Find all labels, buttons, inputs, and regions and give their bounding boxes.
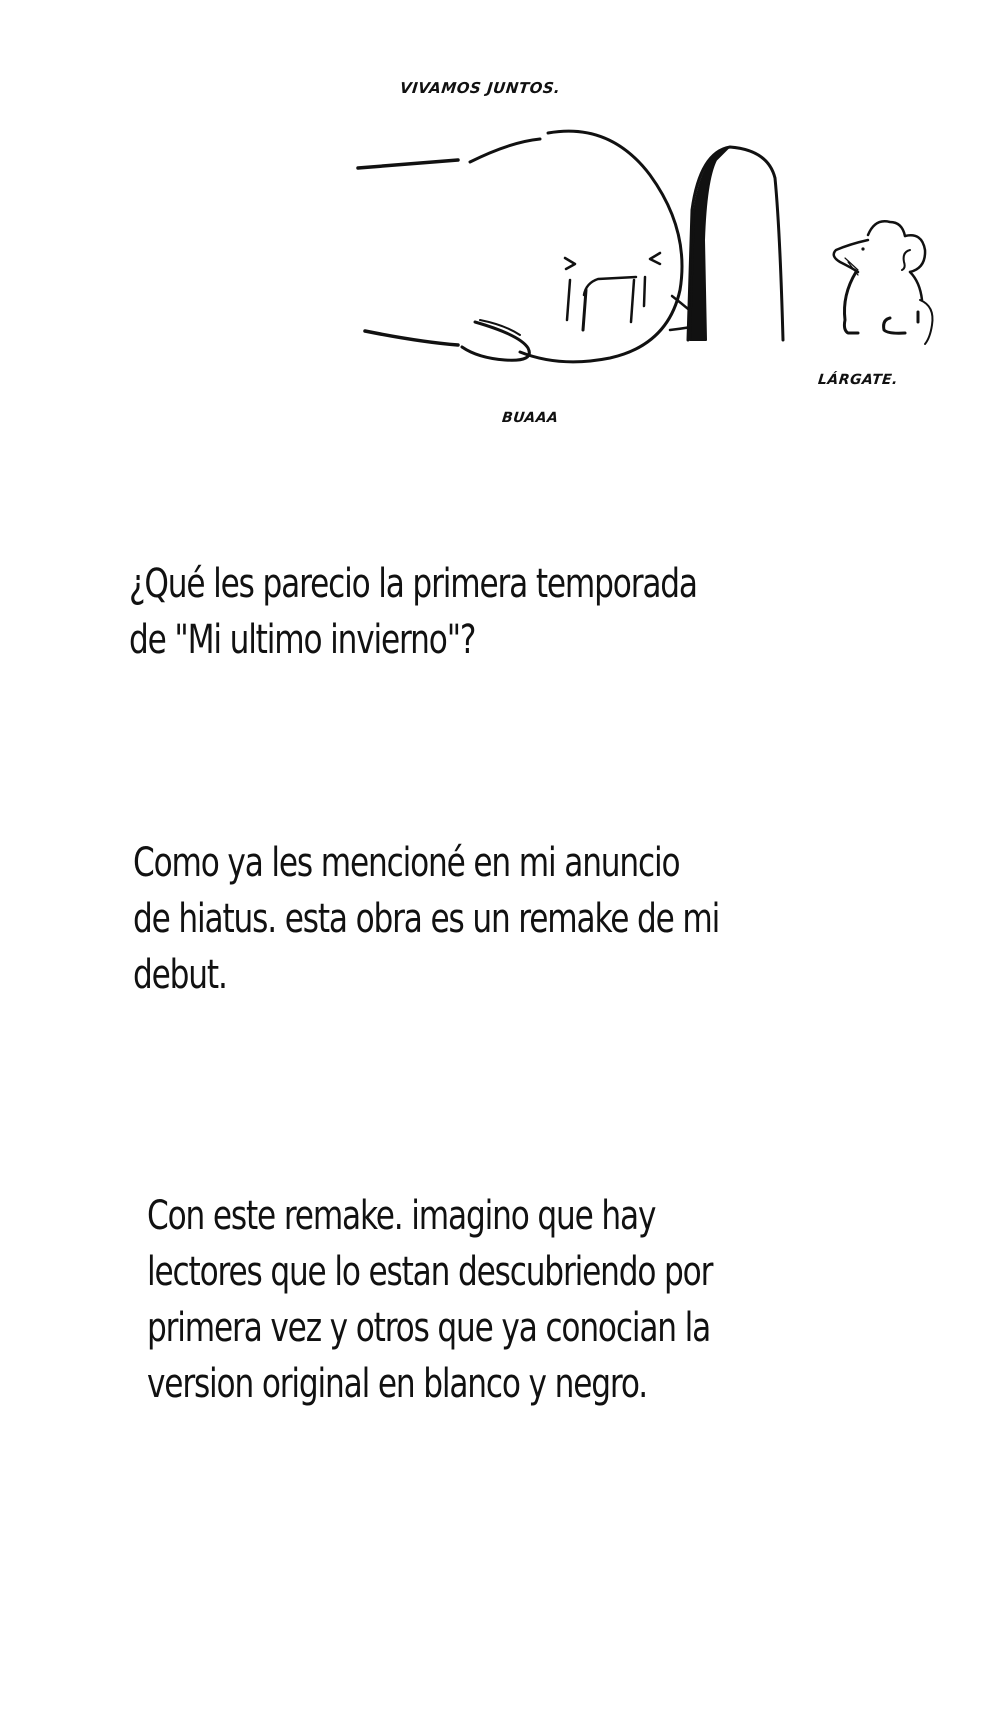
note-line: Como ya les mencioné en mi anuncio bbox=[133, 840, 680, 886]
note-line: version original en blanco y negro. bbox=[147, 1361, 647, 1407]
caption-vivamos-juntos: VIVAMOS JUNTOS. bbox=[399, 79, 562, 97]
author-note-question bbox=[129, 556, 697, 668]
note-line: lectores que lo estan descubriendo por bbox=[147, 1249, 713, 1295]
caption-largate: LÁRGATE. bbox=[817, 372, 899, 388]
note-line: de "Mi ultimo invierno"? bbox=[129, 617, 476, 663]
mouse-icon bbox=[834, 221, 933, 344]
note-line: Con este remake. imagino que hay bbox=[147, 1193, 656, 1239]
walrus-icon bbox=[358, 131, 703, 362]
comic-illustration bbox=[0, 0, 1000, 460]
caption-buaaa: BUAAA bbox=[501, 410, 560, 426]
note-line: de hiatus. esta obra es un remake de mi bbox=[133, 896, 720, 942]
mouse-hole-icon bbox=[688, 147, 783, 340]
author-note-remake bbox=[133, 835, 719, 1003]
note-line: debut. bbox=[133, 952, 227, 998]
author-note-readers bbox=[147, 1188, 712, 1412]
comic-panel bbox=[0, 0, 1000, 460]
note-line: ¿Qué les parecio la primera temporada bbox=[129, 561, 697, 607]
note-line: primera vez y otros que ya conocian la bbox=[147, 1305, 711, 1351]
